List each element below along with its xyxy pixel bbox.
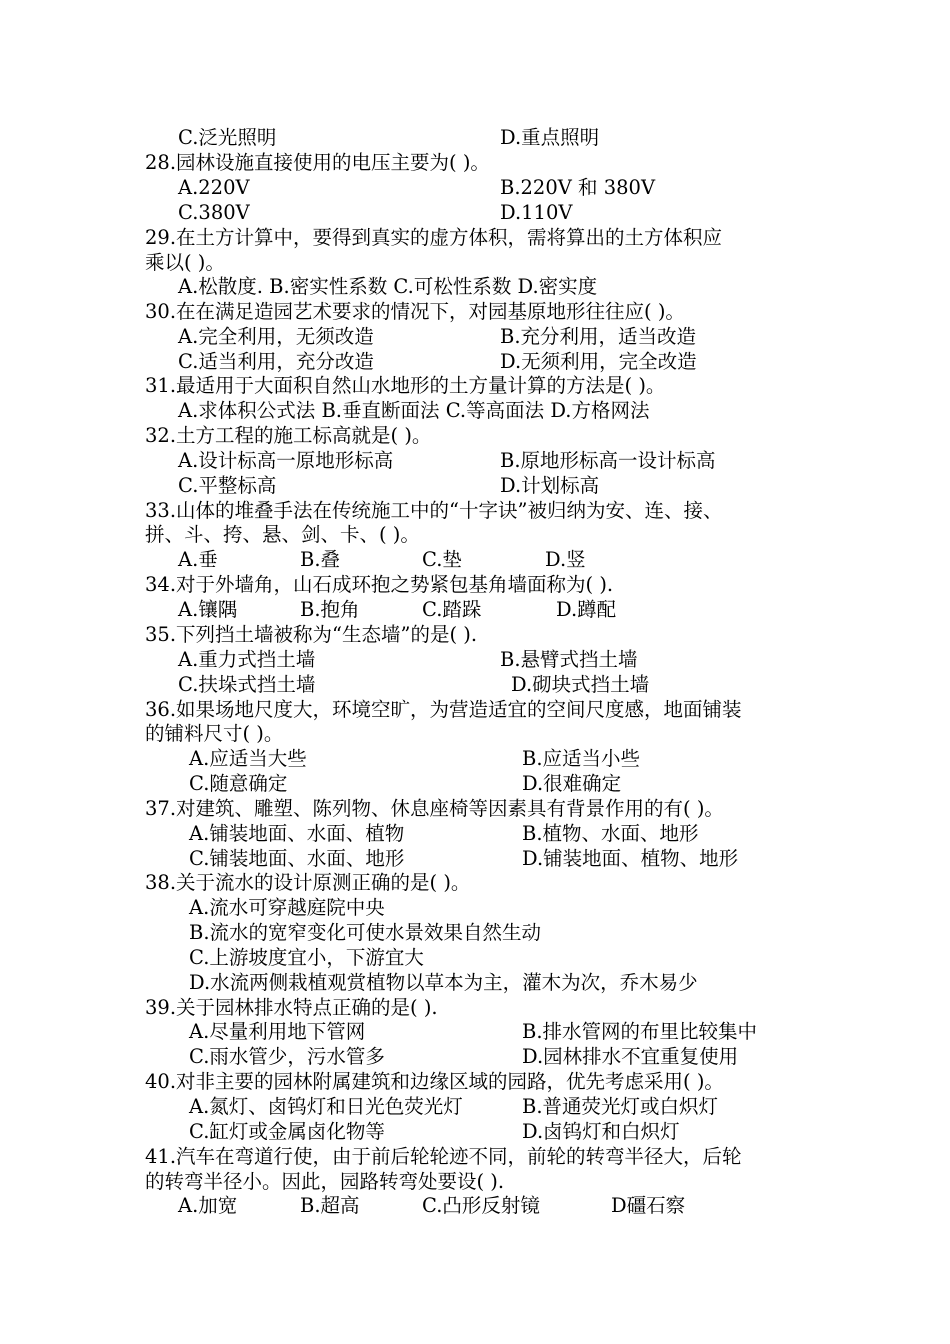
- q36-option-d: D.很难确定: [522, 772, 622, 795]
- q34-option-a: A.镶隅: [178, 598, 238, 621]
- q40-stem-text: 40.对非主要的园林附属建筑和边缘区域的园路，优先考虑采用( )。: [145, 1070, 724, 1093]
- q41-stem-text-2: 的转弯半径小。因此，园路转弯处要设( ).: [145, 1170, 505, 1193]
- q41-option-d: D礓石察: [611, 1194, 686, 1217]
- q34-option-b: B.抱角: [300, 598, 360, 621]
- q37-stem-text: 37.对建筑、雕塑、陈列物、休息座椅等因素具有背景作用的有( )。: [145, 797, 724, 820]
- q33-option-b: B.叠: [300, 548, 341, 571]
- q40-option-a: A.氮灯、卤钨灯和日光色荧光灯: [189, 1095, 463, 1118]
- q36-option-a: A.应适当大些: [189, 747, 307, 770]
- q30-stem-text: 30.在在满足造园艺术要求的情况下，对园基原地形往往应( )。: [145, 300, 685, 323]
- q35-stem-text: 35.下列挡土墙被称为“生态墙”的是( ).: [145, 623, 478, 646]
- q33-stem-text-1: 33.山体的堆叠手法在传统施工中的“十字诀”被归纳为安、连、接、: [145, 499, 723, 522]
- q41-stem-text-1: 41.汽车在弯道行使，由于前后轮轮迹不同，前轮的转弯半径大，后轮: [145, 1145, 742, 1168]
- q31-stem-text: 31.最适用于大面积自然山水地形的土方量计算的方法是( )。: [145, 374, 666, 397]
- q39-option-a: A.尽量利用地下管网: [189, 1020, 366, 1043]
- q28-option-b: B.220V 和 380V: [500, 176, 656, 199]
- q29-options-text: A.松散度. B.密实性系数 C.可松性系数 D.密实度: [178, 275, 598, 298]
- q30-option-c: C.适当利用，充分改造: [178, 350, 374, 373]
- q39-option-d: D.园林排水不宜重复使用: [522, 1045, 739, 1068]
- q35-option-a: A.重力式挡土墙: [178, 648, 316, 671]
- q34-option-c: C.踏跺: [422, 598, 482, 621]
- q28-option-c: C.380V: [178, 201, 250, 224]
- q28-option-a: A.220V: [178, 176, 250, 199]
- q36-stem-text-1: 36.如果场地尺度大，环境空旷，为营造适宜的空间尺度感，地面铺装: [145, 698, 742, 721]
- q38-stem-text: 38.关于流水的设计原测正确的是( )。: [145, 871, 471, 894]
- q34-stem-text: 34.对于外墙角，山石成环抱之势紧包基角墙面称为( ).: [145, 573, 614, 596]
- q39-option-c: C.雨水管少，污水管多: [189, 1045, 385, 1068]
- q33-option-a: A.垂: [178, 548, 218, 571]
- q30-option-b: B.充分利用，适当改造: [500, 325, 697, 348]
- q28-stem-text: 28.园林设施直接使用的电压主要为( )。: [145, 151, 490, 174]
- q33-option-c: C.垫: [422, 548, 462, 571]
- q30-option-d: D.无须利用，完全改造: [500, 350, 697, 373]
- q35-option-b: B.悬臂式挡土墙: [500, 648, 638, 671]
- q28-option-d: D.110V: [500, 201, 573, 224]
- q32-option-d: D.计划标高: [500, 474, 600, 497]
- q29-stem-text-2: 乘以( )。: [145, 251, 225, 274]
- q36-stem-text-2: 的铺料尺寸( )。: [145, 722, 284, 745]
- q38-option-c: C.上游坡度宜小，下游宜大: [189, 946, 424, 969]
- q32-option-c: C.平整标高: [178, 474, 277, 497]
- q37-option-d: D.铺装地面、植物、地形: [522, 847, 739, 870]
- q33-option-d: D.竖: [545, 548, 586, 571]
- q36-option-c: C.随意确定: [189, 772, 288, 795]
- q36-option-b: B.应适当小些: [522, 747, 641, 770]
- q35-option-c: C.扶垛式挡土墙: [178, 673, 316, 696]
- q27-option-d: D.重点照明: [500, 126, 600, 149]
- q30-option-a: A.完全利用，无须改造: [178, 325, 374, 348]
- q41-option-b: B.超高: [300, 1194, 360, 1217]
- q38-option-b: B.流水的宽窄变化可使水景效果自然生动: [189, 921, 542, 944]
- q31-options-text: A.求体积公式法 B.垂直断面法 C.等高面法 D.方格网法: [178, 399, 650, 422]
- q40-option-d: D.卤钨灯和白炽灯: [522, 1120, 680, 1143]
- q32-option-a: A.设计标高一原地形标高: [178, 449, 394, 472]
- q34-option-d: D.蹲配: [556, 598, 617, 621]
- q32-stem-text: 32.土方工程的施工标高就是( )。: [145, 424, 432, 447]
- q27-option-c: C.泛光照明: [178, 126, 277, 149]
- q38-option-d: D.水流两侧栽植观赏植物以草本为主，灌木为次，乔木易少: [189, 971, 698, 994]
- q37-option-a: A.铺装地面、水面、植物: [189, 822, 405, 845]
- q38-option-a: A.流水可穿越庭院中央: [189, 896, 385, 919]
- q40-option-b: B.普通荧光灯或白炽灯: [522, 1095, 719, 1118]
- q40-option-c: C.缸灯或金属卤化物等: [189, 1120, 385, 1143]
- q37-option-b: B.植物、水面、地形: [522, 822, 699, 845]
- q29-stem-text-1: 29.在土方计算中，要得到真实的虚方体积，需将算出的土方体积应: [145, 226, 723, 249]
- q39-stem-text: 39.关于园林排水特点正确的是( ).: [145, 996, 438, 1019]
- q39-option-b: B.排水管网的布里比较集中: [522, 1020, 758, 1043]
- q33-stem-text-2: 拼、斗、挎、悬、剑、卡、( )。: [145, 523, 420, 546]
- q41-option-c: C.凸形反射镜: [422, 1194, 540, 1217]
- q41-option-a: A.加宽: [178, 1194, 238, 1217]
- q35-option-d: D.砌块式挡土墙: [511, 673, 650, 696]
- q32-option-b: B.原地形标高一设计标高: [500, 449, 716, 472]
- q37-option-c: C.铺装地面、水面、地形: [189, 847, 405, 870]
